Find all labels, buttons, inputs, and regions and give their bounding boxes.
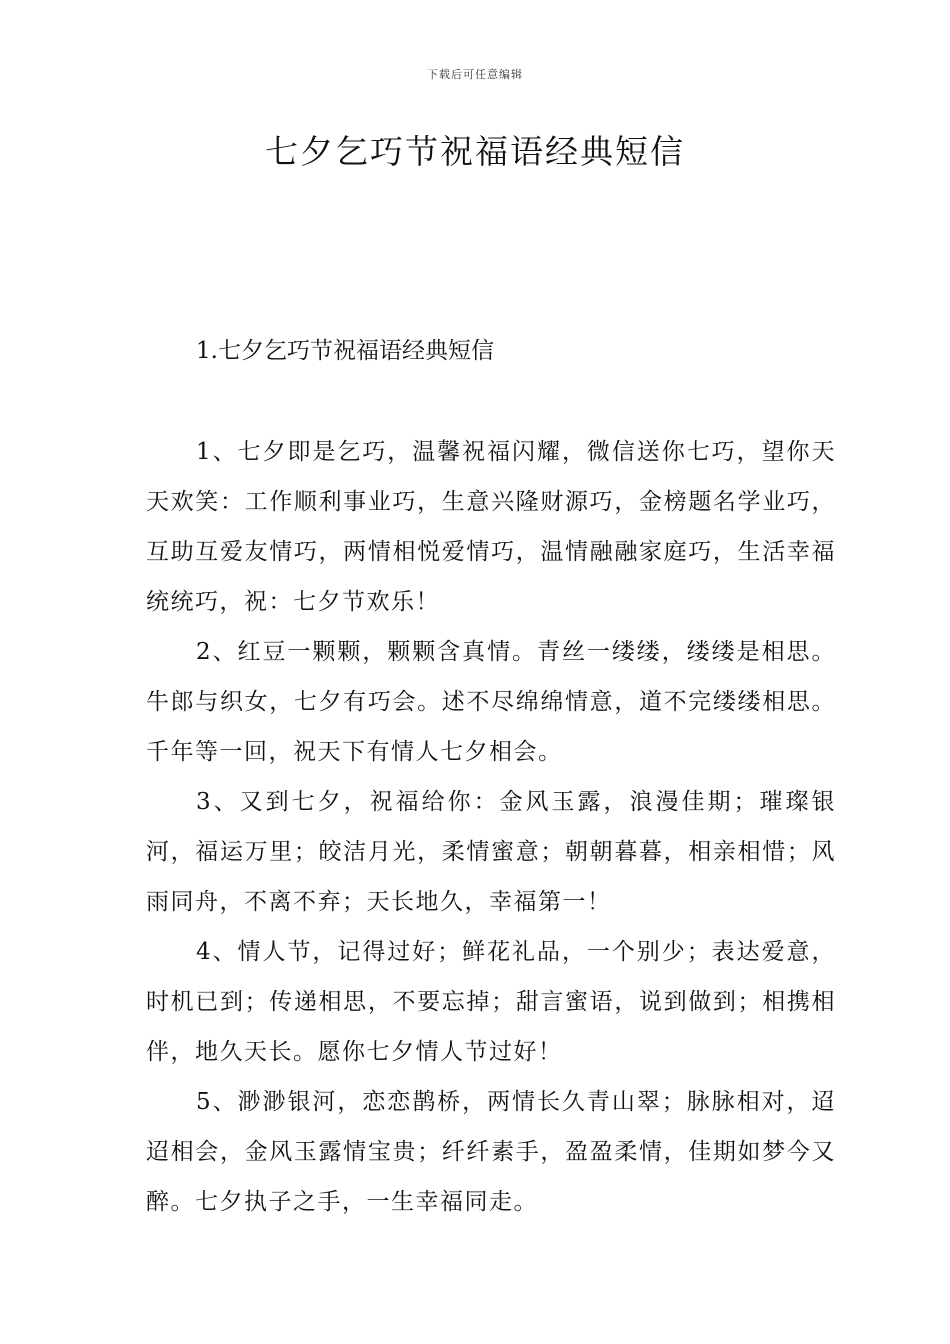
- paragraph-2: 2、红豆一颗颗，颗颗含真情。青丝一缕缕，缕缕是相思。牛郎与织女，七夕有巧会。述不尽绵绵情意，道不完缕缕相思。千年等一回，祝天下有情人七夕相会。: [146, 639, 836, 765]
- paragraph-5: 5、渺渺银河，恋恋鹊桥，两情长久青山翠；脉脉相对，迢迢相会，金风玉露情宝贵；纤纤素手，盈盈柔情，佳期如梦今又醉。七夕执子之手，一生幸福同走。: [146, 1089, 836, 1215]
- paragraph-4: 4、情人节，记得过好；鲜花礼品，一个别少；表达爱意，时机已到；传递相思，不要忘掉；甜言蜜语，说到做到；相携相伴，地久天长。愿你七夕情人节过好！: [146, 939, 836, 1065]
- section-heading: 1.七夕乞巧节祝福语经典短信: [196, 338, 494, 364]
- document-title: 七夕乞巧节祝福语经典短信: [265, 132, 685, 171]
- paragraph-3: 3、又到七夕，祝福给你：金风玉露，浪漫佳期；璀璨银河，福运万里；皎洁月光，柔情蜜意；朝朝暮暮，相亲相惜；风雨同舟，不离不弃；天长地久，幸福第一！: [146, 789, 836, 915]
- paragraph-1: 1、七夕即是乞巧，温馨祝福闪耀，微信送你七巧，望你天天欢笑：工作顺利事业巧，生意兴隆财源巧，金榜题名学业巧，互助互爱友情巧，两情相悦爱情巧，温情融融家庭巧，生活幸福统统巧，祝：七夕节欢乐！: [146, 439, 836, 615]
- document-body: [146, 427, 836, 1227]
- header-note: 下载后可任意编辑: [427, 68, 523, 81]
